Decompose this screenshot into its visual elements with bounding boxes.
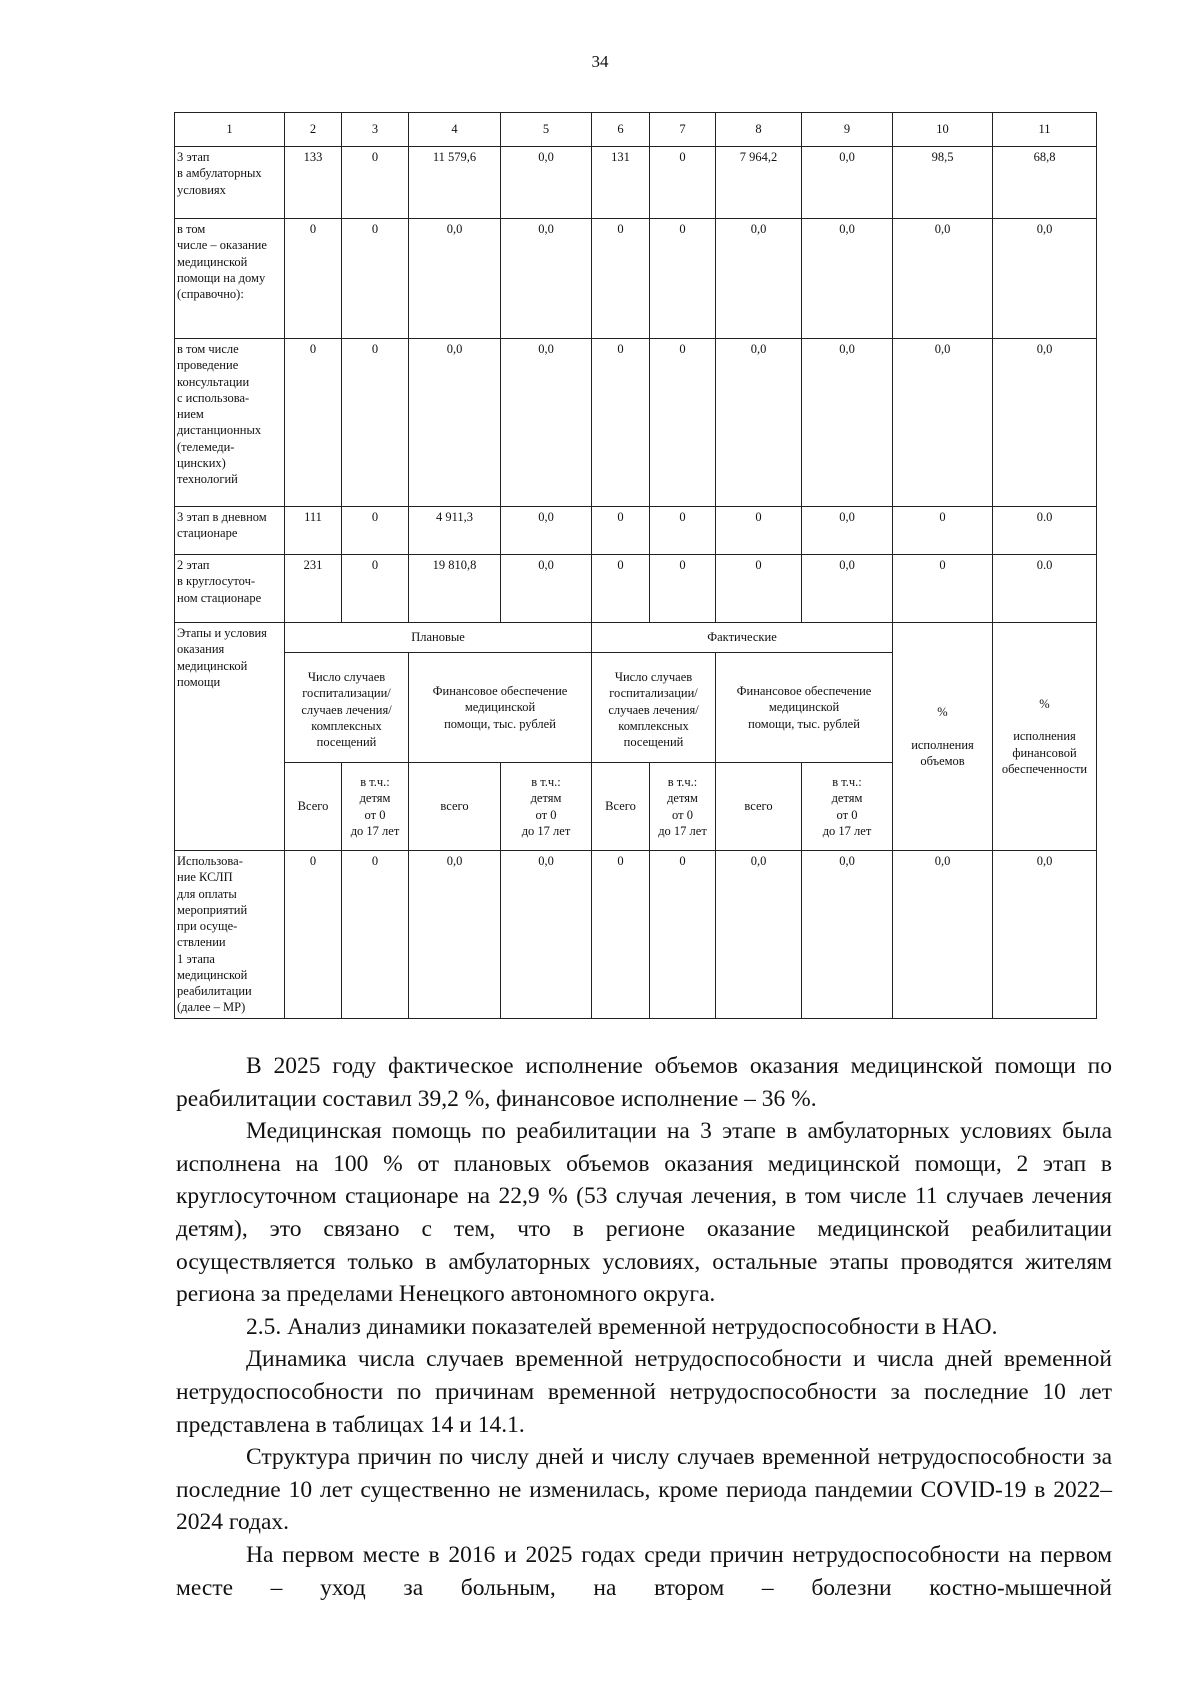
- cell: 0: [716, 507, 802, 555]
- cell: 0: [285, 851, 342, 1019]
- row-label: 3 этап в амбулаторных условиях: [175, 147, 285, 219]
- column-number: 10: [893, 113, 993, 147]
- cell: 0: [650, 555, 716, 623]
- column-number: 4: [409, 113, 501, 147]
- cell: 0: [342, 147, 409, 219]
- pct-finance-header: % исполнения финансовой обеспеченности: [993, 623, 1097, 851]
- cell: 0,0: [409, 219, 501, 339]
- cell: 0: [592, 507, 650, 555]
- cell: 0: [342, 851, 409, 1019]
- cell: 11 579,6: [409, 147, 501, 219]
- cell: 0,0: [409, 339, 501, 507]
- column-number: 7: [650, 113, 716, 147]
- page-number: 34: [591, 52, 609, 71]
- rehabilitation-table: [174, 112, 1097, 1019]
- cell: 0: [650, 219, 716, 339]
- total-header: Всего: [285, 763, 342, 851]
- cell: 98,5: [893, 147, 993, 219]
- cell: 0,0: [893, 339, 993, 507]
- cell: 0,0: [501, 555, 592, 623]
- column-number: 2: [285, 113, 342, 147]
- cell: 0,0: [993, 219, 1097, 339]
- children-header: в т.ч.: детям от 0 до 17 лет: [501, 763, 592, 851]
- paragraph: Структура причин по числу дней и числу случаев временной нетрудоспособности за последние 10 лет существенно не изменилась, кроме периода пандемии COVID-19 в 2022–2024 годах.: [176, 1444, 1113, 1536]
- body-text: [176, 1050, 1112, 1604]
- paragraph: В 2025 году фактическое исполнение объемов оказания медицинской помощи по реабилитации составил 39,2 %, финансовое исполнение – 36 %.: [176, 1053, 1112, 1112]
- table-row: [175, 555, 1097, 623]
- cell: 0: [650, 507, 716, 555]
- cell: 0,0: [993, 339, 1097, 507]
- cell: 7 964,2: [716, 147, 802, 219]
- cell: 111: [285, 507, 342, 555]
- cell: 0: [893, 507, 993, 555]
- cell: 0: [285, 219, 342, 339]
- children-header: в т.ч.: детям от 0 до 17 лет: [342, 763, 409, 851]
- cell: 0,0: [501, 339, 592, 507]
- column-number-row: [175, 113, 1097, 147]
- total-header: всего: [409, 763, 501, 851]
- total-header: Всего: [592, 763, 650, 851]
- cell: 19 810,8: [409, 555, 501, 623]
- cell: 0,0: [716, 219, 802, 339]
- cell: 0: [592, 851, 650, 1019]
- table-row: [175, 147, 1097, 219]
- pct-volume-header: % исполнения объемов: [893, 623, 993, 851]
- planned-header: Плановые: [285, 623, 592, 653]
- kslp-row: [175, 851, 1097, 1019]
- cell: 0.0: [993, 507, 1097, 555]
- cell: 0.0: [993, 555, 1097, 623]
- column-number: 6: [592, 113, 650, 147]
- table-row: [175, 339, 1097, 507]
- cell: 131: [592, 147, 650, 219]
- column-number: 5: [501, 113, 592, 147]
- cell: 0,0: [501, 147, 592, 219]
- cases-planned-header: Число случаев госпитализации/ случаев лечения/ комплексных посещений: [285, 653, 409, 763]
- cell: 0,0: [802, 147, 893, 219]
- cases-actual-header: Число случаев госпитализации/ случаев лечения/ комплексных посещений: [592, 653, 716, 763]
- cell: 0: [716, 555, 802, 623]
- cell: 0,0: [501, 507, 592, 555]
- column-number: 11: [993, 113, 1097, 147]
- cell: 0,0: [501, 851, 592, 1019]
- cell: 0,0: [501, 219, 592, 339]
- cell: 0: [650, 851, 716, 1019]
- cell: 133: [285, 147, 342, 219]
- cell: 0,0: [802, 219, 893, 339]
- cell: 0,0: [993, 851, 1097, 1019]
- cell: 68,8: [993, 147, 1097, 219]
- cell: 0,0: [716, 339, 802, 507]
- cell: 0: [342, 339, 409, 507]
- row-label: в том числе – оказание медицинской помощи на дому (справочно):: [175, 219, 285, 339]
- cell: 231: [285, 555, 342, 623]
- section-heading: 2.5. Анализ динамики показателей временной нетрудоспособности в НАО.: [246, 1313, 998, 1340]
- cell: 0,0: [893, 219, 993, 339]
- cell: 0: [650, 339, 716, 507]
- cell: 0,0: [409, 851, 501, 1019]
- paragraph: На первом месте в 2016 и 2025 годах среди причин нетрудоспособности на первом месте – уход за больным, на втором – болезни костно-мышечной: [176, 1541, 1112, 1601]
- children-header: в т.ч.: детям от 0 до 17 лет: [802, 763, 893, 851]
- cell: 0: [342, 219, 409, 339]
- cell: 4 911,3: [409, 507, 501, 555]
- finance-planned-header: Финансовое обеспечение медицинской помощи, тыс. рублей: [409, 653, 592, 763]
- cell: 0,0: [802, 555, 893, 623]
- children-header: в т.ч.: детям от 0 до 17 лет: [650, 763, 716, 851]
- paragraph: Динамика числа случаев временной нетрудоспособности и числа дней временной нетрудоспособности по причинам временной нетрудоспособности за последние 10 лет представлена в таблицах 14 и 14.1.: [176, 1346, 1112, 1438]
- cell: 0: [285, 339, 342, 507]
- row-label: 3 этап в дневном стационаре: [175, 507, 285, 555]
- column-number: 1: [175, 113, 285, 147]
- cell: 0: [342, 555, 409, 623]
- cell: 0: [592, 555, 650, 623]
- table-row: [175, 219, 1097, 339]
- stages-header: Этапы и условия оказания медицинской помощи: [175, 623, 285, 851]
- cell: 0: [893, 555, 993, 623]
- cell: 0: [650, 147, 716, 219]
- table-row: [175, 507, 1097, 555]
- column-number: 8: [716, 113, 802, 147]
- cell: 0,0: [802, 339, 893, 507]
- cell: 0: [342, 507, 409, 555]
- column-number: 3: [342, 113, 409, 147]
- column-number: 9: [802, 113, 893, 147]
- paragraph: Медицинская помощь по реабилитации на 3 этапе в амбулаторных условиях была исполнена на 100 % от плановых объемов оказания медицинской помощи, 2 этап в круглосуточном стационаре на 22,9 % (53 случая лечения, в том числе 11 случаев лечения детям), это связано с тем, что в регионе оказание медицинской реабилитации осуществляется только в амбулаторных условиях, остальные этапы проводятся жителям региона за пределами Ненецкого автономного округа.: [176, 1118, 1112, 1308]
- total-header: всего: [716, 763, 802, 851]
- row-label: в том числе проведение консультации с использова- нием дистанционных (телемеди- цинских) технологий: [175, 339, 285, 507]
- cell: 0: [592, 219, 650, 339]
- row-label: Использова- ние КСЛП для оплаты мероприятий при осуще- ствлении 1 этапа медицинской реабилитации (далее – МР): [175, 851, 285, 1019]
- cell: 0,0: [802, 851, 893, 1019]
- cell: 0,0: [893, 851, 993, 1019]
- cell: 0: [592, 339, 650, 507]
- finance-actual-header: Финансовое обеспечение медицинской помощи, тыс. рублей: [716, 653, 893, 763]
- cell: 0,0: [716, 851, 802, 1019]
- top-rows: [175, 147, 1097, 623]
- row-label: 2 этап в круглосуточ- ном стационаре: [175, 555, 285, 623]
- header-row-1: [175, 623, 1097, 653]
- actual-header: Фактические: [592, 623, 893, 653]
- cell: 0,0: [802, 507, 893, 555]
